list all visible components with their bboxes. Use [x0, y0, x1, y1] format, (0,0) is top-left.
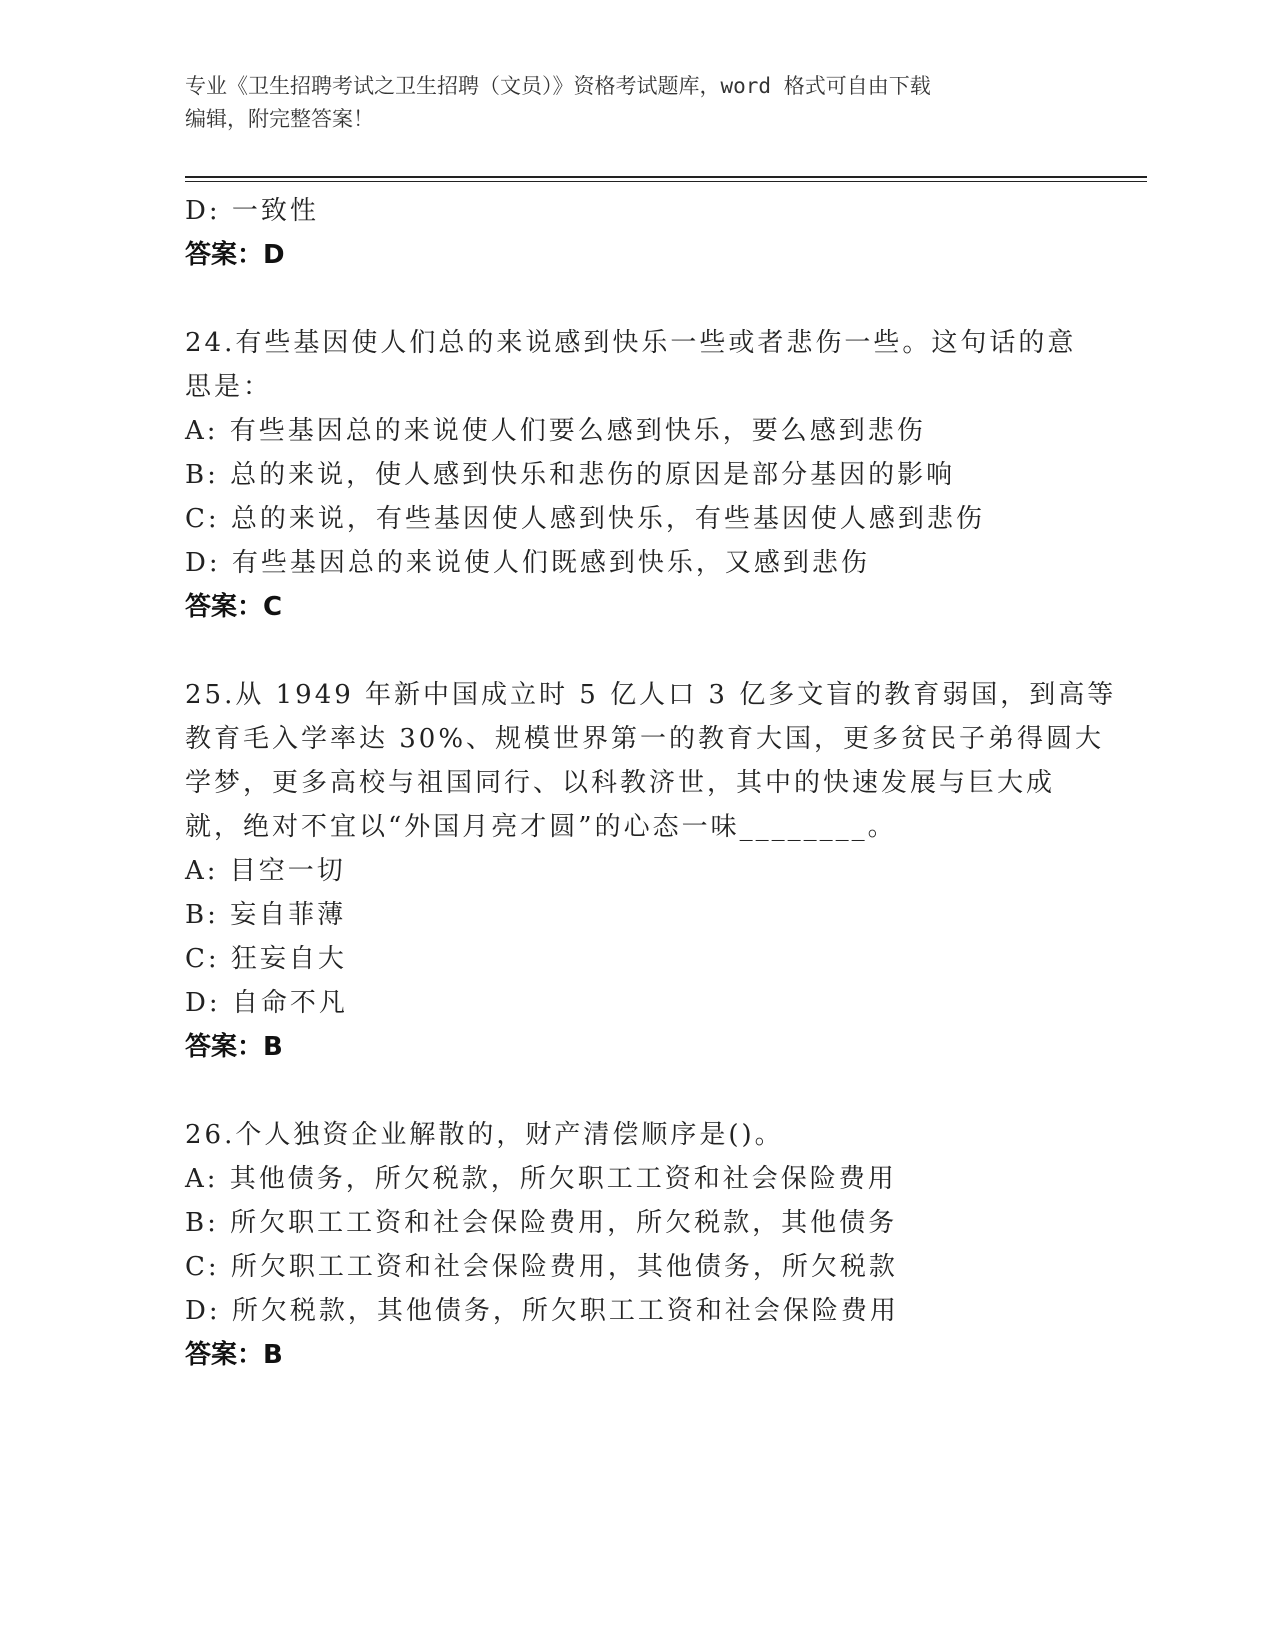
answer-line: 答案：B — [185, 1032, 283, 1062]
option-d: D: 所欠税款，其他债务，所欠职工工资和社会保险费用 — [185, 1296, 899, 1326]
question-stem-cont: 教育毛入学率达 30%、规模世界第一的教育大国，更多贫民子弟得圆大 — [185, 724, 1105, 754]
question-stem: 26.个人独资企业解散的，财产清偿顺序是()。 — [185, 1120, 784, 1150]
question-stem-cont: 学梦，更多高校与祖国同行、以科教济世，其中的快速发展与巨大成 — [185, 768, 1056, 798]
option-d: D: 一致性 — [185, 196, 319, 226]
option-a: A: 目空一切 — [185, 856, 346, 886]
header-divider-thick — [185, 176, 1147, 178]
question-stem: 24.有些基因使人们总的来说感到快乐一些或者悲伤一些。这句话的意 — [185, 328, 1077, 358]
header-divider-thin — [185, 181, 1147, 182]
option-b: B: 妄自菲薄 — [185, 900, 347, 930]
option-d: D: 自命不凡 — [185, 988, 348, 1018]
question-stem-cont: 思是： — [185, 372, 273, 402]
answer-line: 答案：B — [185, 1340, 283, 1370]
question-stem: 25.从 1949 年新中国成立时 5 亿人口 3 亿多文盲的教育弱国，到高等 — [185, 680, 1117, 710]
option-a: A: 其他债务，所欠税款，所欠职工工资和社会保险费用 — [185, 1164, 897, 1194]
option-c: C: 所欠职工工资和社会保险费用，其他债务，所欠税款 — [185, 1252, 898, 1282]
option-a: A: 有些基因总的来说使人们要么感到快乐，要么感到悲伤 — [185, 416, 926, 446]
option-b: B: 总的来说，使人感到快乐和悲伤的原因是部分基因的影响 — [185, 460, 956, 490]
document-header — [185, 70, 1065, 136]
answer-line: 答案：C — [185, 592, 283, 622]
option-c: C: 狂妄自大 — [185, 944, 347, 974]
option-c: C: 总的来说，有些基因使人感到快乐，有些基因使人感到悲伤 — [185, 504, 985, 534]
option-d: D: 有些基因总的来说使人们既感到快乐，又感到悲伤 — [185, 548, 870, 578]
question-stem-cont: 就，绝对不宜以“外国月亮才圆”的心态一味________。 — [185, 812, 897, 842]
option-b: B: 所欠职工工资和社会保险费用，所欠税款，其他债务 — [185, 1208, 898, 1238]
answer-line: 答案：D — [185, 240, 285, 270]
header-line-1: 专业《卫生招聘考试之卫生招聘（文员）》资格考试题库，word 格式可自由下载 — [185, 74, 931, 98]
header-line-2: 编辑，附完整答案！ — [185, 107, 374, 131]
